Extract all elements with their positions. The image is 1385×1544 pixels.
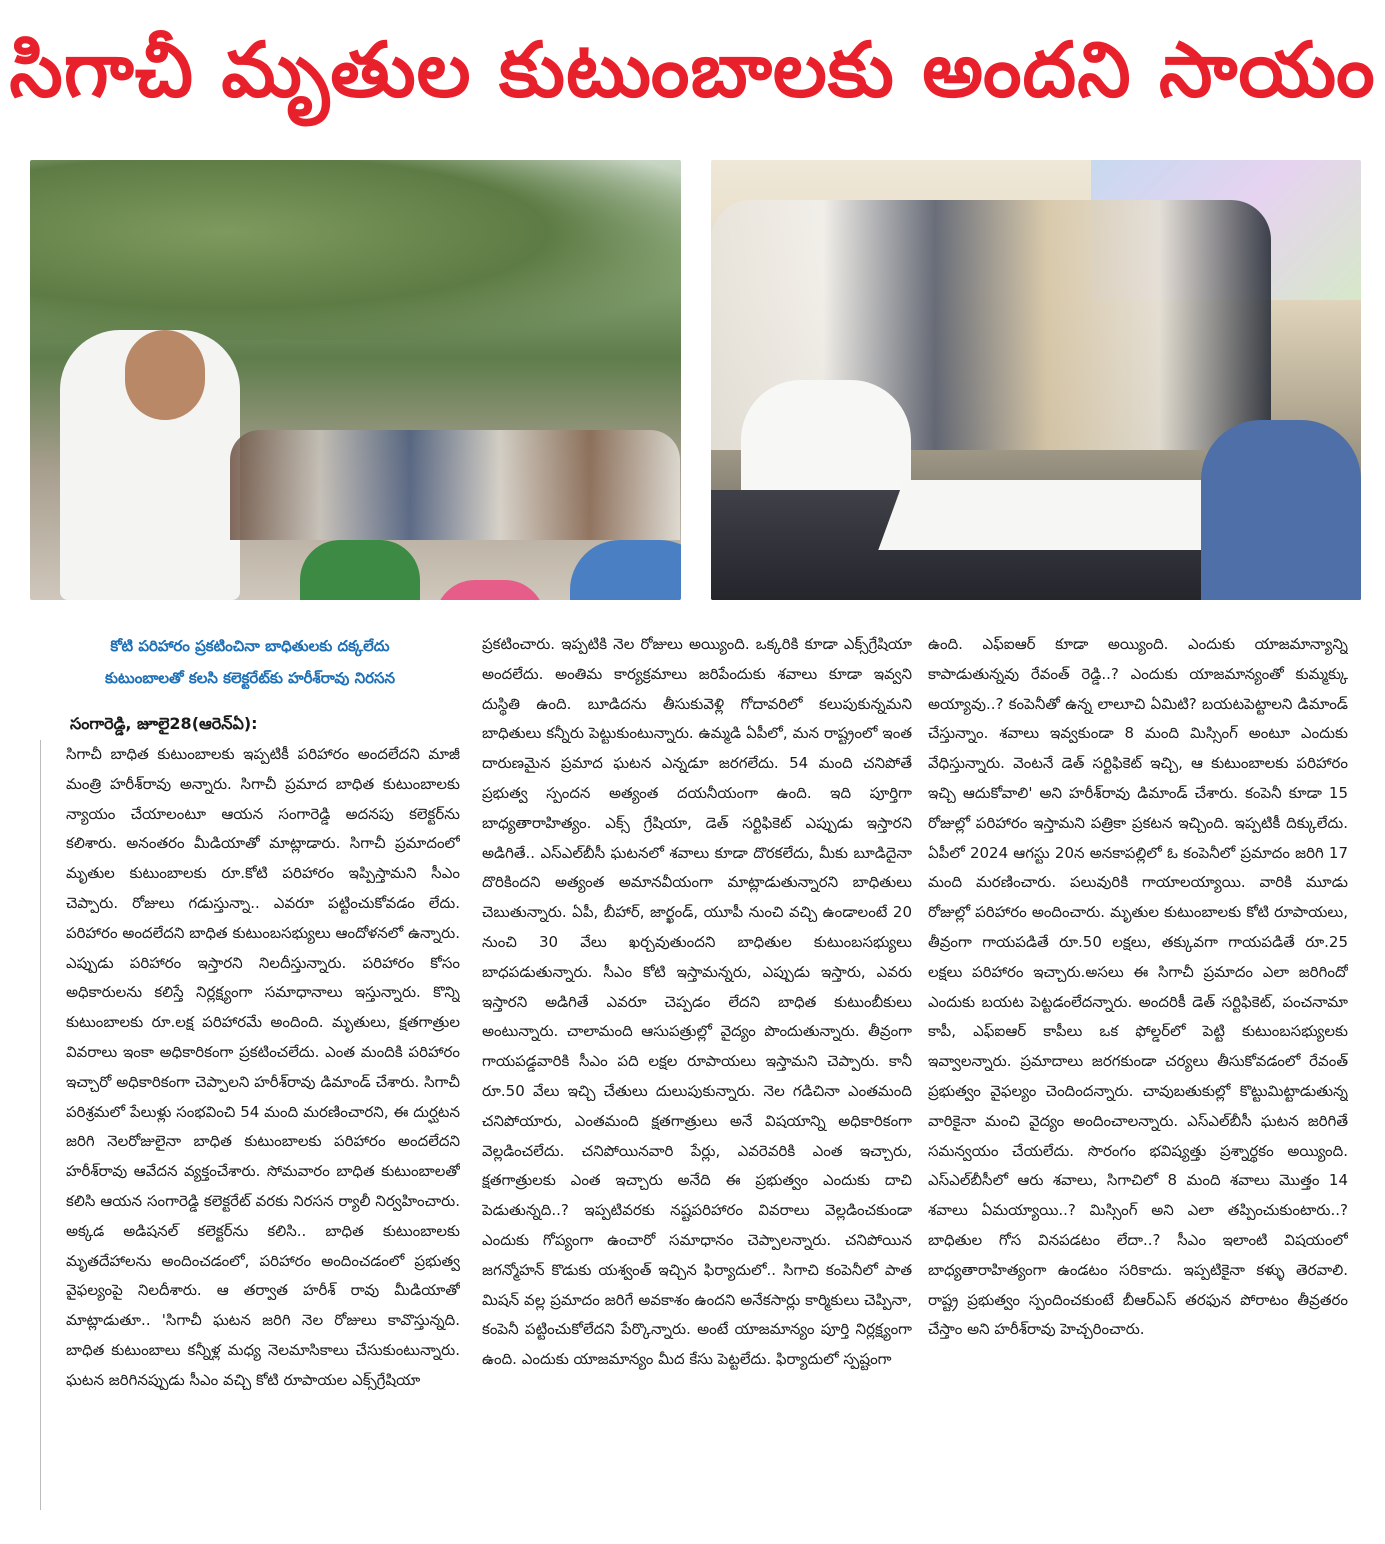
subheads — [40, 630, 460, 694]
column-rule — [40, 740, 41, 1510]
headline: సిగాచీ మృతుల కుటుంబాలకు అందని సాయం — [9, 25, 1376, 114]
subhead-1: కోటి పరిహారం ప్రకటించినా బాధితులకు దక్కలేదు — [110, 637, 390, 655]
article-column-2: ప్రకటించారు. ఇప్పటికి నెల రోజులు అయ్యింది. ఒక్కరికి కూడా ఎక్స్‌గ్రేషియా అందలేదు. అంతిమ కార్యక్రమాలు జరిపేందుకు శవాలు కూడా ఇవ్వని దుస్థితి ఉంది. బూడిదను తీసుకువెళ్లి గోదావరిలో కలుపుకున్నమని బాధితులు కన్నీరు పెట్టుకుంటున్నారు. ఉమ్మడి ఏపీలో, మన రాష్ట్రంలో ఇంత దారుణమైన ప్రమాద ఘటన ఎన్నడూ జరగలేదు. 54 మంది చనిపోతే ప్రభుత్వ స్పందన అత్యంత దయనీయంగా ఉంది. ఇది పూర్తిగా బాధ్యతారాహిత్యం. ఎక్స్ గ్రేషియా, డెత్ సర్టిఫికెట్ ఎప్పుడు ఇస్తారని అడిగితే.. ఎస్ఎల్‌బీసీ ఘటనలో శవాలు కూడా దొరకలేదు, మీకు బూడిదైనా దొరికిందని అత్యంత అమానవీయంగా మాట్లాడుతున్నారని బాధితులు చెబుతున్నారు. ఏపీ, బీహార్, జార్ఖండ్, యూపీ నుంచి వచ్చి ఉండాలంటే 20 నుంచి 30 వేలు ఖర్చవుతుందని బాధితుల కుటుంబసభ్యులు బాధపడుతున్నారు. సీఎం కోటి ఇస్తామన్నరు, ఎప్పుడు ఇస్తారు, ఎవరు ఇస్తారని అడిగితే ఎవరూ చెప్పడం లేదని బాధిత కుటుంబీకులు అంటున్నారు. చాలామంది ఆసుపత్రుల్లో వైద్యం పొందుతున్నారు. తీవ్రంగా గాయపడ్డవారికి సీఎం పది లక్షల రూపాయలు ఇస్తామని చెప్పారు. కానీ రూ.50 వేలు ఇచ్చి చేతులు దులుపుకున్నారు. నెల గడిచినా ఎంతమంది చనిపోయారు, ఎంతమంది క్షతగాత్రులు అనే విషయాన్ని అధికారికంగా వెల్లడించలేదు. చనిపోయినవారి పేర్లు, ఎవరెవరికి ఎంత ఇచ్చారు, క్షతగాత్రులకు ఎంత ఇచ్చారు అనేది ఈ ప్రభుత్వం ఎందుకు దాచి పెడుతున్నది..? ఇప్పటివరకు నష్టపరిహారం వివరాలు వెల్లడించకుండా ఎందుకు గోప్యంగా ఉంచారో సమాధానం చెప్పాలన్నారు. చనిపోయిన జగన్మోహన్ కొడుకు యశ్వంత్ ఇచ్చిన ఫిర్యాదులో.. సిగాచి కంపెనీలో పాత మిషన్ వల్ల ప్రమాదం జరిగే అవకాశం ఉందని అనేకసార్లు కార్మికులు చెప్పినా, కంపెనీ పట్టించుకోలేదని పేర్కొన్నారు. అంటే యాజమాన్యం పూర్తి నిర్లక్ష్యంగా ఉంది. ఎందుకు యాజమాన్యం మీద కేసు పెట్టలేదు. ఫిర్యాదులో స్పష్టంగా — [482, 635, 912, 1369]
photo-crowd — [30, 160, 681, 600]
seated-man-blue — [1201, 420, 1361, 600]
person-head — [125, 330, 205, 420]
desk-papers — [878, 480, 1233, 550]
tree-canopy — [30, 160, 681, 340]
woman-blue-saree — [570, 540, 681, 600]
girl-pink-dress — [435, 580, 545, 600]
photo-office — [711, 160, 1361, 600]
article-column-3: ఉంది. ఎఫ్ఐఆర్ కూడా అయ్యింది. ఎందుకు యాజమాన్యాన్ని కాపాడుతున్నవు రేవంత్ రెడ్డి..? ఎందుకు యాజమాన్యంతో కుమ్మక్కు అయ్యావు..? కంపెనీతో ఉన్న లాలూచి ఏమిటి? బయటపెట్టాలని డిమాండ్ చేస్తున్నాం. శవాలు ఇవ్వకుండా 8 మంది మిస్సింగ్ అంటూ ఎందుకు వేధిస్తున్నారు. వెంటనే డెత్ సర్టిఫికెట్ ఇచ్చి, ఆ కుటుంబాలకు పరిహారం ఇచ్చి ఆదుకోవాలి' అని హరీశ్‌రావు డిమాండ్ చేశారు. కంపెనీ కూడా 15 రోజుల్లో పరిహారం ఇస్తామని పత్రికా ప్రకటన ఇచ్చింది. ఇప్పటికీ దిక్కులేదు. ఏపీలో 2024 ఆగస్టు 20న అనకాపల్లిలో ఓ కంపెనీలో ప్రమాదం జరిగి 17 మంది మరణించారు. పలువురికి గాయాలయ్యాయి. వారికి మూడు రోజుల్లో పరిహారం అందించారు. మృతుల కుటుంబాలకు కోటి రూపాయలు, తీవ్రంగా గాయపడితే రూ.50 లక్షలు, తక్కువగా గాయపడితే రూ.25 లక్షలు పరిహారం ఇచ్చారు.అసలు ఈ సిగాచీ ప్రమాదం ఎలా జరిగిందో ఎందుకు బయట పెట్టడంలేదన్నారు. అందరికీ డెత్ సర్టిఫికెట్, పంచనామా కాపీ, ఎఫ్ఐఆర్ కాపీలు ఒక ఫోల్డర్‌లో పెట్టి కుటుంబసభ్యులకు ఇవ్వాలన్నారు. ప్రమాదాలు జరగకుండా చర్యలు తీసుకోవడంలో రేవంత్ ప్రభుత్వం వైఫల్యం చెందిందన్నారు. చావుబతుకుల్లో కొట్టుమిట్టాడుతున్న వారికైనా మంచి వైద్యం అందించాలన్నారు. ఎస్ఎల్‌బీసీ ఘటన జరిగితే సమన్వయం చేయలేదు. సొరంగం భవిష్యత్తు ప్రశ్నార్థకం అయ్యింది. ఎస్ఎల్‌బీసీలో ఆరు శవాలు, సిగాచిలో 8 మంది శవాలు మొత్తం 14 శవాలు ఏమయ్యాయి..? మిస్సింగ్ అని ఎలా తప్పించుకుంటారు..? బాధితుల గోస వినపడటం లేదా..? సీఎం ఇలాంటి విషయంలో బాధ్యతారాహిత్యంగా ఉండటం సరికాదు. ఇప్పటికైనా కళ్ళు తెరవాలి. రాష్ట్ర ప్రభుత్వం స్పందించకుంటే బీఆర్ఎస్ తరఫున పోరాటం తీవ్రతరం చేస్తాం అని హరీశ్‌రావు హెచ్చరించారు. — [928, 635, 1348, 1339]
subhead-2: కుటుంబాలతో కలసి కలెక్టరేట్‌కు హరీశ్‌రావు నిరసన — [104, 669, 396, 687]
woman-green-saree — [300, 540, 420, 600]
crowd-row — [230, 430, 680, 540]
article-column-1: సిగాచీ బాధిత కుటుంబాలకు ఇప్పటికీ పరిహారం అందలేదని మాజీ మంత్రి హరీశ్‌రావు అన్నారు. సిగాచీ ప్రమాద బాధిత కుటుంబాలకు న్యాయం చేయాలంటూ ఆయన సంగారెడ్డి అదనపు కలెక్టర్‌ను కలిశారు. అనంతరం మీడియాతో మాట్లాడారు. సిగాచీ ప్రమాదంలో మృతుల కుటుంబాలకు రూ.కోటి పరిహారం ఇప్పిస్తామని సీఎం చెప్పారు. రోజులు గడుస్తున్నా.. ఎవరూ పట్టించుకోవడం లేదు. పరిహారం అందలేదని బాధిత కుటుంబసభ్యులు ఆందోళనలో ఉన్నారు. ఎప్పుడు పరిహారం ఇస్తారని నిలదీస్తున్నారు. పరిహారం కోసం అధికారులను కలిస్తే నిర్లక్ష్యంగా సమాధానాలు ఇస్తున్నారు. కొన్ని కుటుంబాలకు రూ.లక్ష పరిహారమే అందింది. మృతులు, క్షతగాత్రుల వివరాలు ఇంకా అధికారికంగా ప్రకటించలేదు. ఎంత మందికి పరిహారం ఇచ్చారో అధికారికంగా చెప్పాలని హరీశ్‌రావు డిమాండ్ చేశారు. సిగాచీ పరిశ్రమలో పేలుళ్లు సంభవించి 54 మంది మరణించారని, ఈ దుర్ఘటన జరిగి నెలరోజులైనా బాధిత కుటుంబాలకు పరిహారం అందలేదని హరీశ్‌రావు ఆవేదన వ్యక్తంచేశారు. సోమవారం బాధిత కుటుంబాలతో కలిసి ఆయన సంగారెడ్డి కలెక్టరేట్ వరకు నిరసన ర్యాలీ నిర్వహించారు. అక్కడ అడిషనల్ కలెక్టర్‌ను కలిసి.. బాధిత కుటుంబాలకు మృతదేహాలను అందించడంలో, పరిహారం అందించడంలో ప్రభుత్వ వైఫల్యంపై నిలదీశారు. ఆ తర్వాత హరీశ్ రావు మీడియాతో మాట్లాడుతూ.. 'సిగాచీ ఘటన జరిగి నెల రోజులు కావొస్తున్నది. బాధిత కుటుంబాలు కన్నీళ్ల మధ్య నెలమాసికాలు చేసుకుంటున్నారు. ఘటన జరిగినప్పుడు సీఎం వచ్చి కోటి రూపాయల ఎక్స్‌గ్రేషియా — [66, 745, 460, 1389]
dateline: సంగారెడ్డి, జూలై28(ఆరెన్ఏ): — [70, 714, 258, 733]
